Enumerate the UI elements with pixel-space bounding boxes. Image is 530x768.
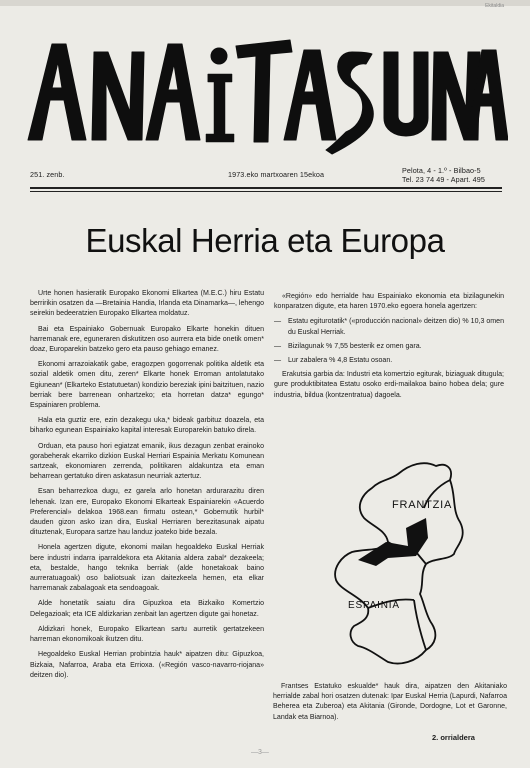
paragraph: Honela agertzen digute, ekonomi mailan hegoaldeko Euskal Herriak bere industri indarra iparraldekora eta Akitania aldera zabal* dezakeela; eta, bestalde, hango teknika berriak (alde honetakoak baino aurreratuagoak) oso baliotsuak izan daitezkeela hemen, eta elkar harremanak zabalagoak eta sendoagoak. <box>30 544 264 593</box>
address-line-2: Tel. 23 74 49 - Apart. 495 <box>402 175 485 184</box>
paragraph: Bai eta Espainiako Gobernuak Europako Elkarte honekin dituen harremanak ere, eguneraren diskutitzen oso aurrera eta bide onetik omen* doaz, Europarekin batzeko gero eta pauso gehiago emanez. <box>30 325 264 354</box>
paragraph: Alde honetatik saiatu dira Gipuzkoa eta Bizkaiko Komertzio Delegazioak; eta ICE aldizkarian zenbait lan agertzen digute gai honetaz. <box>30 600 264 618</box>
paragraph: «Región» edo herrialde hau Espainiako ekonomia eta bizilagunekin konparatzen digute, eta haren 1970.eko egoera honela agertzen: <box>274 293 504 311</box>
masthead-logo <box>22 30 508 156</box>
corner-mark: Ekitaldia <box>485 3 504 9</box>
map-label-north: FRANTZIA <box>392 499 453 511</box>
left-column <box>30 289 264 686</box>
bottom-right-paragraph <box>273 682 507 728</box>
basque-country-map <box>328 456 514 670</box>
paragraph: Aldizkari honek, Europako Elkartean sartu aurretik gertatzekeen harreman ekonomikoak ikutzen ditu. <box>30 625 264 644</box>
paragraph: Hegoaldeko Euskal Herrian probintzia hauk* aipatzen ditu: Gipuzkoa, Bizkaia, Nafarroa, Araba eta Errioxa. («Región vasco-navarro-riojana» deitzen dio). <box>30 651 264 679</box>
list-item: — Estatu egiturotatik* («producción nacional» deitzen dio) % 10,3 omen du Euskal Herriak. <box>274 318 504 336</box>
paragraph: Esan beharrezkoa dugu, ez garela arlo honetan ardurarazitu diren lehenak. Izan ere, Europako Ekonomi Elkarteak Espainiarekin «Acuerdo Preferencial» delakoa 1968.ean firmatu ostean,* Gobernutik hurbil* dauden gizon asko izan dira, Euskal Herriaren berezitasunak aipatu dituztenak, Europara sartze hau landuz joateko bide bezala. <box>30 488 264 537</box>
paragraph: Ekonomi arrazoiakatik gabe, eragozpen gogorrenak politika aldetik eta sozial aldetik omen ditu, zeren* Elkarte honek Erroman antolatutako Egiunean* (Elkarteko Estatutuetan) kondizio bereziak ipini baitzituen, nazio berriak bere barrenean onhartzeko; eta horretan datza* egungo* Espainiaren problema. <box>30 361 264 410</box>
paragraph: Frantses Estatuko eskualde* hauk dira, aipatzen den Akitaniako herrialde zabal hori osatzen dutenak: Ipar Euskal Herria (Lapurdi, Nafarroa Beherea eta Zuberoa) eta Akitania (Gironde, Dordogne, Lot et Garonne, Landak eta Biarnoa). <box>273 683 507 721</box>
issue-number: 251. zenb. <box>30 170 65 179</box>
map-label-south: ESPAINIA <box>348 600 400 611</box>
article-headline: Euskal Herria eta Europa <box>85 222 445 259</box>
masthead-title: ANAITASUNA <box>22 30 29 31</box>
header-rule-thick <box>30 187 502 189</box>
page-folio: —3— <box>251 749 269 756</box>
right-column <box>274 292 504 406</box>
list-item: — Bizilagunak % 7,55 besterik ez omen gara. <box>274 342 422 350</box>
paragraph: Erakutsia garbia da: Industri eta komertzio egiturak, biziaguak ditugula; gure produktibitatea Estatu osoko erdi-mailakoa baino hobea dela; gure industria, bildua (kontzentratua) dagoela. <box>274 371 504 399</box>
continued-note: 2. orrialdera <box>432 733 475 742</box>
address-line-1: Pelota, 4 - 1.º - Bilbao-5 <box>402 166 481 175</box>
paragraph: Urte honen hasieratik Europako Ekonomi Elkartea (M.E.C.) hiru Estatu berririkin osatzen da —Bretainia Handia, Irlanda eta Dinamarka—, lehengo seirekin bedeeratzien Europako Elkartea moldatuz. <box>30 290 264 318</box>
paragraph: Hala eta guztiz ere, ezin dezakegu uka,* bideak garbituz doazela, eta biharko egunean Espainiako kapital interesak Europarekin batuko direla. <box>30 417 264 435</box>
paragraph: Orduan, eta pauso hori egiatzat emanik, ikus dezagun zenbat erainoko gorabeherak ekarriko dizkion Euskal Herriari Espainia Merkatu Komunean sartzeak, ekonomiaren zerrenda, politikaren aldakuntza eta eman beharrean gertatuko diren askatasun neurriak aztertuz. <box>30 442 264 481</box>
header-rule-thin <box>30 191 502 192</box>
issue-date: 1973.eko martxoaren 15ekoa <box>228 170 325 179</box>
publisher-address <box>402 166 485 184</box>
list-item: — Lur zabalera % 4,8 Estatu osoan. <box>274 357 393 365</box>
top-edge <box>0 0 530 6</box>
